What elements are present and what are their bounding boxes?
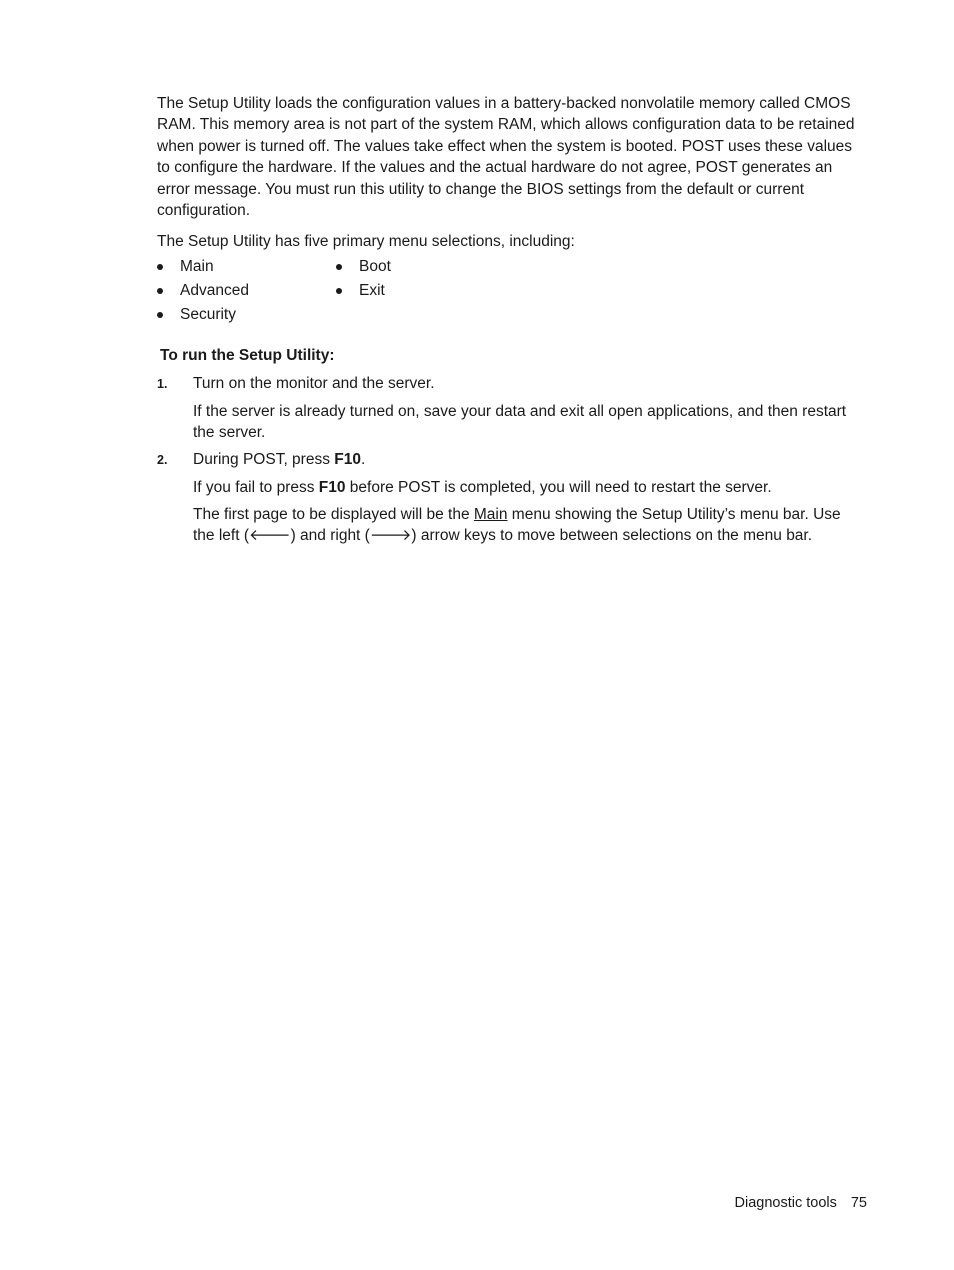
step-text-part: During POST, press <box>193 451 335 468</box>
list-item-label: Exit <box>359 282 385 299</box>
footer-section-title: Diagnostic tools <box>734 1195 837 1211</box>
step-note <box>193 477 865 498</box>
step-text <box>193 449 865 470</box>
step-note <box>193 504 865 547</box>
bullet-icon <box>157 312 163 318</box>
list-item-label: Main <box>180 258 214 275</box>
page-number: 75 <box>850 1195 867 1211</box>
left-arrow-icon: 🡐 <box>249 527 291 545</box>
step-note: If the server is already turned on, save your data and exit all open applications, and then restart the server. <box>193 403 847 442</box>
step-note-part: If you fail to press <box>193 479 319 496</box>
page-footer <box>735 1192 868 1214</box>
intro-paragraph: The Setup Utility loads the configuration values in a battery-backed nonvolatile memory called CMOS RAM. This memory area is not part of the system RAM, which allows configuration data to be retained when power is turned off. The values take effect when the system is booted. POST uses these values to configure the hardware. If the values and the actual hardware do not agree, POST generates an error message. You must run this utility to change the BIOS settings from the default or current configuration. <box>157 95 855 220</box>
list-item-label: Boot <box>359 258 391 275</box>
step-note-part: before POST is completed, you will need to restart the server. <box>345 479 772 496</box>
step-note-part: ) arrow keys to move between selections on the menu bar. <box>411 527 813 545</box>
step-note-part: The first page to be displayed will be the <box>193 506 474 523</box>
right-arrow-icon: 🡒 <box>369 527 412 545</box>
menu-intro-paragraph: The Setup Utility has five primary menu selections, including: <box>157 233 575 250</box>
bullet-icon <box>336 288 342 294</box>
step-text-part: . <box>361 451 366 468</box>
step-number: 2. <box>157 453 168 467</box>
list-item-label: Advanced <box>180 282 249 299</box>
list-item-label: Security <box>180 306 236 323</box>
step-note-part: ) and right ( <box>290 527 370 545</box>
menu-selection-list <box>157 255 557 327</box>
bullet-icon <box>157 288 163 294</box>
procedure-heading: To run the Setup Utility: <box>160 347 335 364</box>
key-name: F10 <box>334 451 361 468</box>
step-number: 1. <box>157 377 168 391</box>
key-name: F10 <box>318 479 346 496</box>
main-menu-link[interactable]: Main <box>473 506 508 523</box>
bullet-icon <box>157 264 163 270</box>
bullet-icon <box>336 264 342 270</box>
step-text: Turn on the monitor and the server. <box>193 375 435 392</box>
step-note-part: menu showing the Setup Utility’s menu bar. Use the left ( <box>193 506 841 545</box>
